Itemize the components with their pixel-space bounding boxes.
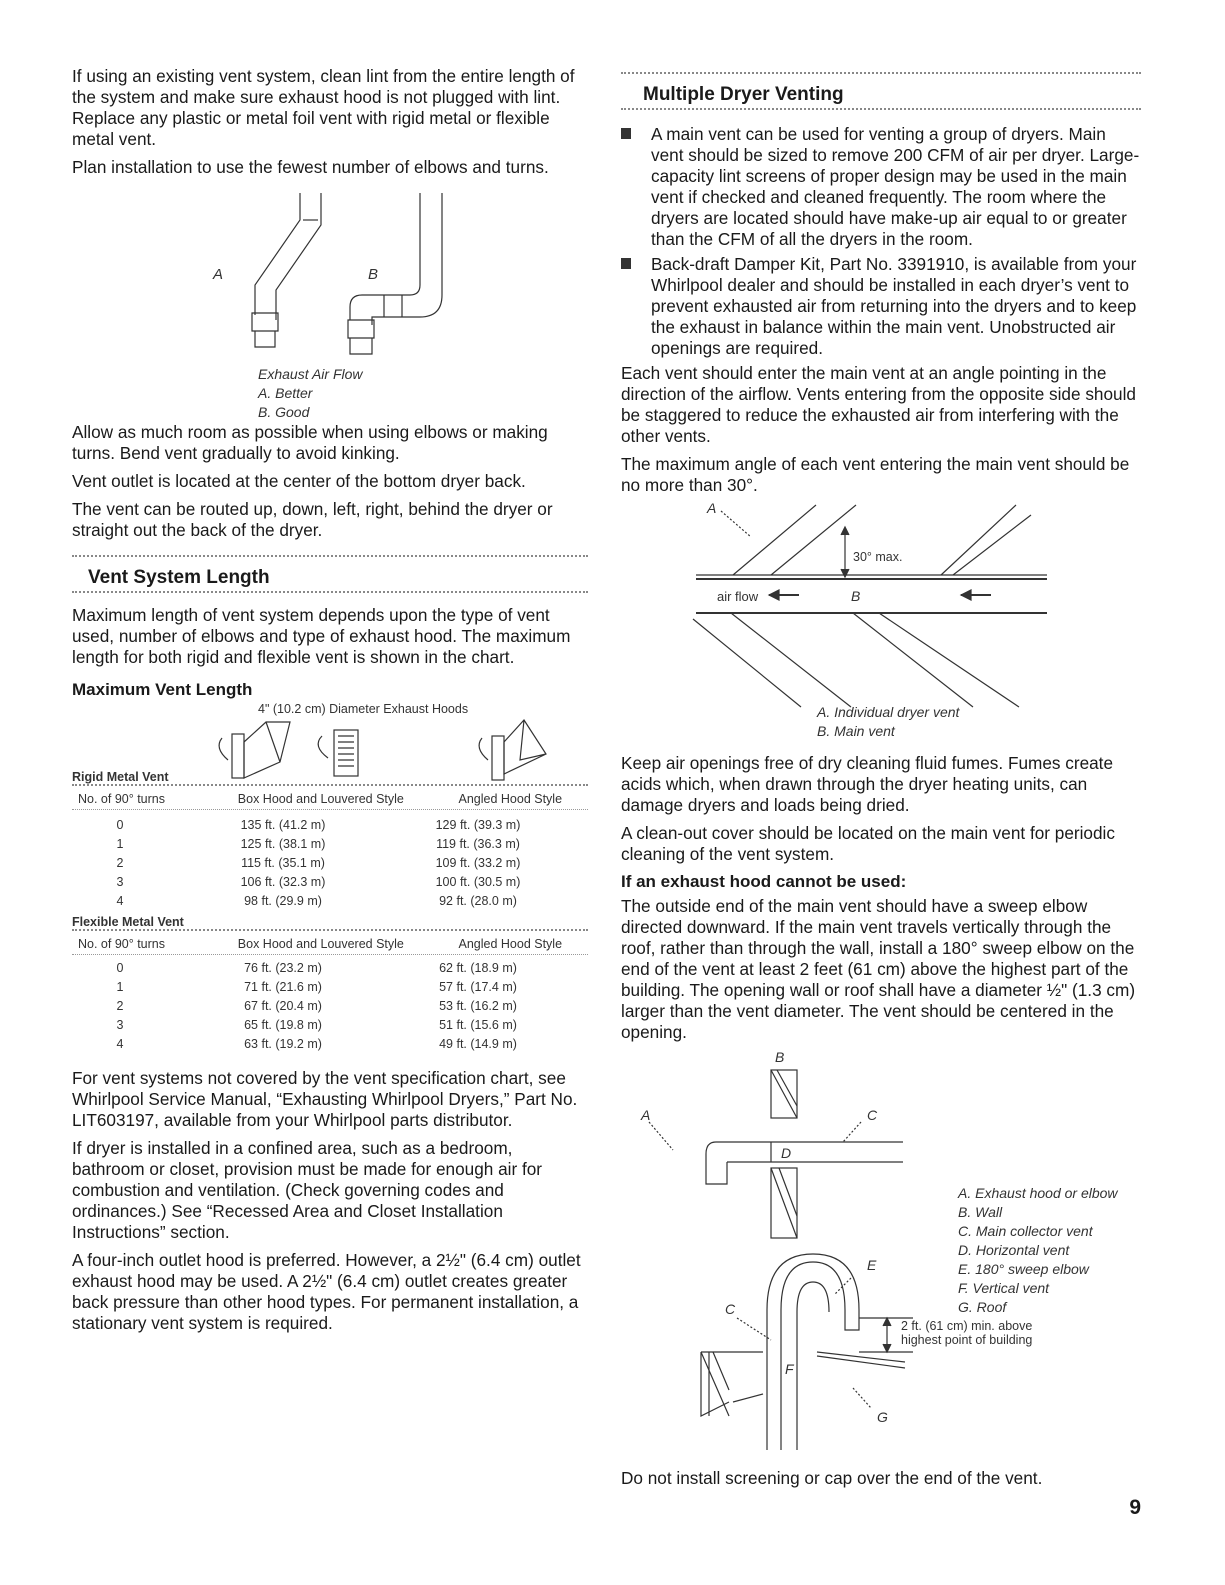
table-row: 0 135 ft. (41.2 m) 129 ft. (39.3 m) [116, 818, 521, 832]
label-e: E [867, 1257, 877, 1273]
subheading: If an exhaust hood cannot be used: [621, 872, 907, 891]
paragraph: The outside end of the main vent should have a sweep elbow directed downward. If the main vent travels vertically through the roof, rather than through the wall, install a 180° sweep elbow on the end of the vent at least 2 feet (61 cm) above the highest part of the building. The opening wall or roof shall have a diameter ½" (1.3 cm) larger than the vent diameter. The vent should be centered in the opening. [621, 896, 1136, 1042]
table-row: 1 71 ft. (21.6 m) 57 ft. (17.4 m) [116, 980, 517, 994]
table-row: 2 67 ft. (20.4 m) 53 ft. (16.2 m) [116, 999, 517, 1013]
flexible-vent-table [72, 935, 588, 1054]
label-c: C [867, 1107, 878, 1123]
legend-item: A. Exhaust hood or elbow [958, 1185, 1118, 1201]
table-header [72, 790, 588, 810]
table-row: 1 125 ft. (38.1 m) 119 ft. (36.3 m) [116, 837, 520, 851]
paragraph: Allow as much room as possible when using elbows or making turns. Bend vent gradually to avoid kinking. [72, 422, 548, 463]
column-header: No. of 90° turns [78, 792, 165, 806]
figure-label-b: B [368, 266, 379, 283]
paragraph: If using an existing vent system, clean lint from the entire length of the system and make sure exhaust hood is not plugged with lint. Replace any plastic or metal foil vent with rigid metal or flexible metal vent. [72, 66, 575, 149]
paragraph: Each vent should enter the main vent at an angle pointing in the direction of the airflow. Vents entering from the opposite side should be staggered to reduce the exhausted air from interfering with the other vents. [621, 363, 1136, 446]
angle-label: 30° max. [853, 550, 903, 564]
legend-item: C. Main collector vent [958, 1223, 1093, 1239]
paragraph: Vent outlet is located at the center of the bottom dryer back. [72, 471, 526, 491]
bullet-item: Back-draft Damper Kit, Part No. 3391910, is available from your Whirlpool dealer and should be installed in each dryer’s vent to prevent exhausted air from returning into the dryers and to keep the exhaust in balance within the main vent. Unobstructed air openings are required. [621, 254, 1141, 359]
table-header [72, 935, 588, 955]
section-divider [621, 108, 1141, 114]
paragraph: The maximum angle of each vent entering the main vent should be no more than 30°. [621, 454, 1130, 495]
paragraph: A four-inch outlet hood is preferred. However, a 2½" (6.4 cm) outlet exhaust hood may be used. A 2½" (6.4 cm) outlet creates greater back pressure than other hood types. For permanent installation, a stationary vent system is required. [72, 1250, 581, 1333]
paragraph: Keep air openings free of dry cleaning fluid fumes. Fumes create acids which, when drawn through the dryer heating units, can damage dryers and loads being dried. [621, 753, 1114, 815]
exhaust-air-flow-figure [72, 185, 588, 430]
bullet-marker [621, 258, 631, 269]
box-hood-icon [219, 722, 290, 778]
label-b: B [775, 1050, 785, 1065]
figure-caption-a: A. Better [258, 385, 313, 401]
vent-angle-figure [621, 503, 1141, 743]
label-g: G [877, 1409, 888, 1425]
column-header: Box Hood and Louvered Style [237, 937, 404, 951]
paragraph: Do not install screening or cap over the end of the vent. [621, 1468, 1043, 1488]
figure-label-a: A [213, 266, 224, 283]
left-column [72, 66, 588, 1341]
paragraph: A clean-out cover should be located on the main vent for periodic cleaning of the vent system. [621, 823, 1115, 864]
figure-legend [958, 1184, 1118, 1317]
figure-caption-b: B. Good [258, 404, 310, 420]
angled-hood-icon [479, 720, 546, 780]
hood-header: 4" (10.2 cm) Diameter Exhaust Hoods [258, 702, 469, 716]
figure-label-b: B [851, 588, 861, 604]
rigid-vent-label: Rigid Metal Vent [72, 770, 169, 784]
table-row: 0 76 ft. (23.2 m) 62 ft. (18.9 m) [116, 961, 517, 975]
hood-illustrations [72, 716, 588, 784]
label-f: F [785, 1361, 794, 1377]
right-column [621, 66, 1141, 1496]
table-row: 2 115 ft. (35.1 m) 109 ft. (33.2 m) [116, 856, 521, 870]
table-row: 4 63 ft. (19.2 m) 49 ft. (14.9 m) [116, 1037, 517, 1051]
column-header: Angled Hood Style [458, 937, 563, 951]
legend-item: E. 180° sweep elbow [958, 1261, 1089, 1277]
bullet-item: A main vent can be used for venting a group of dryers. Main vent should be sized to remove 200 CFM of air per dryer. Large-capacity lint screens of proper design may be used in the main vent if checked and cleaned frequently. The room where the dryers are located should have make-up air equal to or greater than the CFM of all the dryers in the room. [621, 124, 1141, 250]
paragraph: For vent systems not covered by the vent specification chart, see Whirlpool Service Manual, “Exhausting Whirlpool Dryers,” Part No. LIT603197, available from your Whirlpool parts distributor. [72, 1068, 578, 1130]
section-title: Multiple Dryer Venting [643, 84, 844, 105]
figure-caption: Exhaust Air Flow [258, 366, 363, 382]
section-divider [72, 555, 588, 561]
rigid-vent-table [72, 790, 588, 911]
louvered-hood-icon [318, 730, 358, 776]
table-row: 3 65 ft. (19.8 m) 51 ft. (15.6 m) [116, 1018, 517, 1032]
legend-item: G. Roof [958, 1299, 1007, 1315]
column-header: Box Hood and Louvered Style [237, 792, 404, 806]
paragraph: Plan installation to use the fewest number of elbows and turns. [72, 157, 549, 177]
table-row: 3 106 ft. (32.3 m) 100 ft. (30.5 m) [116, 875, 521, 889]
label-c2: C [725, 1301, 736, 1317]
airflow-label: air flow [717, 589, 759, 604]
legend-item: D. Horizontal vent [958, 1242, 1070, 1258]
label-d: D [781, 1145, 792, 1161]
paragraph: Maximum length of vent system depends upon the type of vent used, number of elbows and type of exhaust hood. The maximum length for both rigid and flexible vent is shown in the chart. [72, 605, 571, 667]
height-note: 2 ft. (61 cm) min. above [901, 1319, 1033, 1333]
figure-caption-b: B. Main vent [817, 723, 895, 739]
label-a: A [641, 1107, 651, 1123]
section-divider [72, 591, 588, 597]
column-header: Angled Hood Style [458, 792, 563, 806]
bullet-marker [621, 128, 631, 139]
table-row: 4 98 ft. (29.9 m) 92 ft. (28.0 m) [116, 894, 517, 908]
section-divider [621, 72, 1141, 78]
flexible-vent-label: Flexible Metal Vent [72, 915, 184, 929]
figure-caption-a: A. Individual dryer vent [817, 704, 960, 720]
figure-label-a: A [707, 503, 717, 516]
paragraph: The vent can be routed up, down, left, right, behind the dryer or straight out the back of the dryer. [72, 499, 553, 540]
chart-title: Maximum Vent Length [72, 680, 253, 699]
sweep-elbow-figure [621, 1050, 1141, 1450]
column-header: No. of 90° turns [78, 937, 165, 951]
height-note: highest point of building [901, 1333, 1033, 1347]
section-title: Vent System Length [88, 567, 270, 588]
legend-item: F. Vertical vent [958, 1280, 1050, 1296]
page-number: 9 [1129, 1496, 1141, 1519]
paragraph: If dryer is installed in a confined area, such as a bedroom, bathroom or closet, provision must be made for enough air for combustion and ventilation. (Check governing codes and ordinances.) See “Recessed Area and Closet Installation Instructions” section. [72, 1138, 543, 1242]
legend-item: B. Wall [958, 1204, 1003, 1220]
